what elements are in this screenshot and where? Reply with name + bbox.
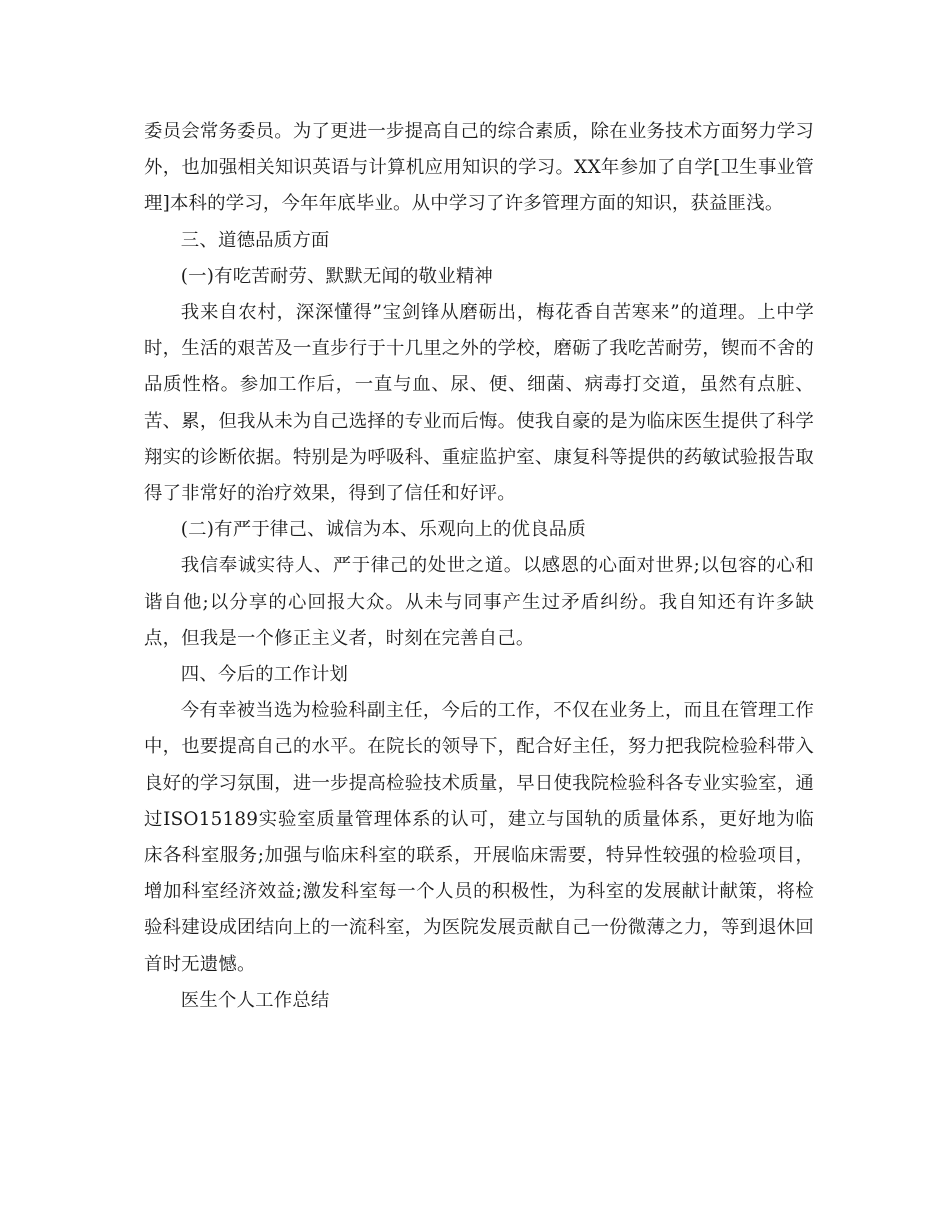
next-document-title: 医生个人工作总结 [180,989,330,1011]
subheading-hardworking-spirit: (一)有吃苦耐劳、默默无闻的敬业精神 [180,265,493,287]
paragraph-rural-background: 我来自农村，深深懂得”宝剑锋从磨砺出，梅花香自苦寒来”的道理。上中学时，生活的艰苦及一直步行于十几里之外的学校，磨砺了我吃苦耐劳，锲而不舍的品质性格。参加工作后，一直与血、尿、便、细菌、病毒打交道，虽然有点脏、苦、累，但我从未为自己选择的专业而后悔。使我自豪的是为临床医生提供了科学翔实的诊断依据。特别是为呼吸科、重症监护室、康复科等提供的药敏试验报告取得了非常好的治疗效果，得到了信任和好评。 [144,302,814,505]
paragraph-integrity: 我信奉诚实待人、严于律己的处世之道。以感恩的心面对世界;以包容的心和谐自他;以分享的心回报大众。从未与同事产生过矛盾纠纷。我自知还有许多缺点，但我是一个修正主义者，时刻在完善自己。 [144,555,814,649]
paragraph-future-plan: 今有幸被当选为检验科副主任，今后的工作，不仅在业务上，而且在管理工作中，也要提高自己的水平。在院长的领导下，配合好主任，努力把我院检验科带入良好的学习氛围，进一步提高检验技术质量，早日使我院检验科各专业实验室，通过ISO15189实验室质量管理体系的认可，建立与国轨的质量体系，更好地为临床各科室服务;加强与临床科室的联系，开展临床需要，特异性较强的检验项目，增加科室经济效益;激发科室每一个人员的积极性，为科室的发展献计献策，将检验科建设成团结向上的一流科室，为医院发展贡献自己一份微薄之力，等到退休回首时无遗憾。 [144,700,814,975]
document-body [144,114,814,1019]
section-heading-moral-quality: 三、道德品质方面 [180,229,330,251]
section-heading-future-plan: 四、今后的工作计划 [180,664,349,686]
subheading-integrity: (二)有严于律己、诚信为本、乐观向上的优良品质 [180,519,586,541]
paragraph-continuation: 委员会常务委员。为了更进一步提高自己的综合素质，除在业务技术方面努力学习外，也加强相关知识英语与计算机应用知识的学习。XX年参加了自学[卫生事业管理]本科的学习，今年年底毕业。从中学习了许多管理方面的知识，获益匪浅。 [144,121,814,215]
